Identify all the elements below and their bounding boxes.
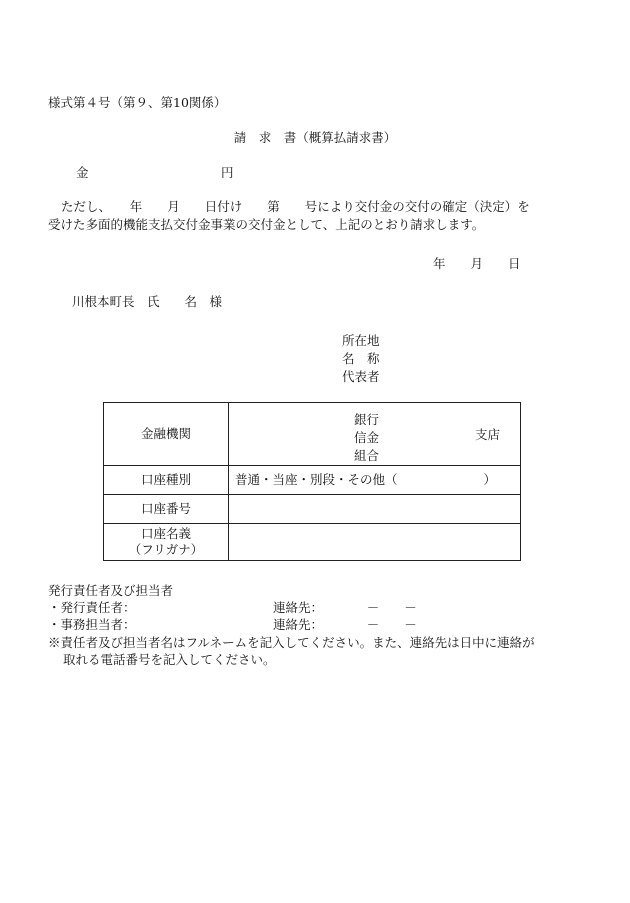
form-number: 様式第４号（第９、第10関係） bbox=[48, 95, 227, 110]
request-text-line1: ただし、 年 月 日付け 第 号により交付金の交付の確定（決定）を bbox=[61, 199, 530, 214]
table-row bbox=[104, 524, 521, 561]
staff-person-label: ・事務担当者： bbox=[48, 617, 136, 632]
document-title: 請 求 書（概算払請求書） bbox=[233, 130, 397, 145]
account-holder-cell[interactable] bbox=[229, 524, 521, 561]
account-type-cell[interactable] bbox=[229, 466, 521, 495]
account-holder-label-cell bbox=[104, 524, 229, 561]
branch-label: 支店 bbox=[474, 427, 500, 442]
account-type-options: 普通・当座・別段・その他（ bbox=[235, 471, 398, 487]
institution-cell[interactable] bbox=[229, 403, 521, 466]
account-number-cell[interactable] bbox=[229, 495, 521, 524]
account-number-label: 口座番号 bbox=[104, 495, 229, 524]
bank-type-ginko: 銀行 bbox=[354, 412, 380, 427]
amount-label: 金 bbox=[76, 165, 89, 180]
staff-contact: 連絡先： － － bbox=[273, 617, 417, 632]
institution-label: 金融機関 bbox=[104, 403, 229, 466]
addressee: 川根本町長 氏 名 様 bbox=[72, 294, 223, 309]
sender-representative-label: 代表者 bbox=[342, 369, 380, 384]
table-row bbox=[104, 403, 521, 466]
sender-block bbox=[342, 332, 380, 386]
account-type-label: 口座種別 bbox=[104, 466, 229, 495]
responsible-person-label: ・発行責任者： bbox=[48, 600, 136, 615]
date-line: 年 月 日 bbox=[433, 256, 521, 271]
table-row bbox=[104, 466, 521, 495]
amount-yen-label: 円 bbox=[221, 165, 234, 180]
request-text-line2: 受けた多面的機能支払交付金事業の交付金として、上記のとおり請求します。 bbox=[48, 217, 485, 232]
account-holder-label: 口座名義 bbox=[140, 526, 191, 541]
bank-account-table bbox=[103, 402, 521, 561]
account-type-close-paren: ） bbox=[483, 471, 496, 487]
issuer-heading: 発行責任者及び担当者 bbox=[48, 583, 174, 598]
sender-name-label: 名 称 bbox=[342, 351, 380, 366]
note-line1: ※責任者及び担当者名はフルネームを記入してください。また、連絡先は日中に連絡が bbox=[48, 635, 535, 650]
sender-address-label: 所在地 bbox=[342, 333, 380, 348]
bank-type-shinkin: 信金 bbox=[354, 430, 380, 445]
responsible-contact: 連絡先： － － bbox=[273, 600, 417, 615]
bank-type-kumiai: 組合 bbox=[354, 448, 380, 463]
note-line2: 取れる電話番号を記入してください。 bbox=[63, 652, 276, 667]
account-holder-kana-label: （フリガナ） bbox=[128, 542, 204, 557]
institution-types bbox=[354, 411, 379, 465]
table-row bbox=[104, 495, 521, 524]
